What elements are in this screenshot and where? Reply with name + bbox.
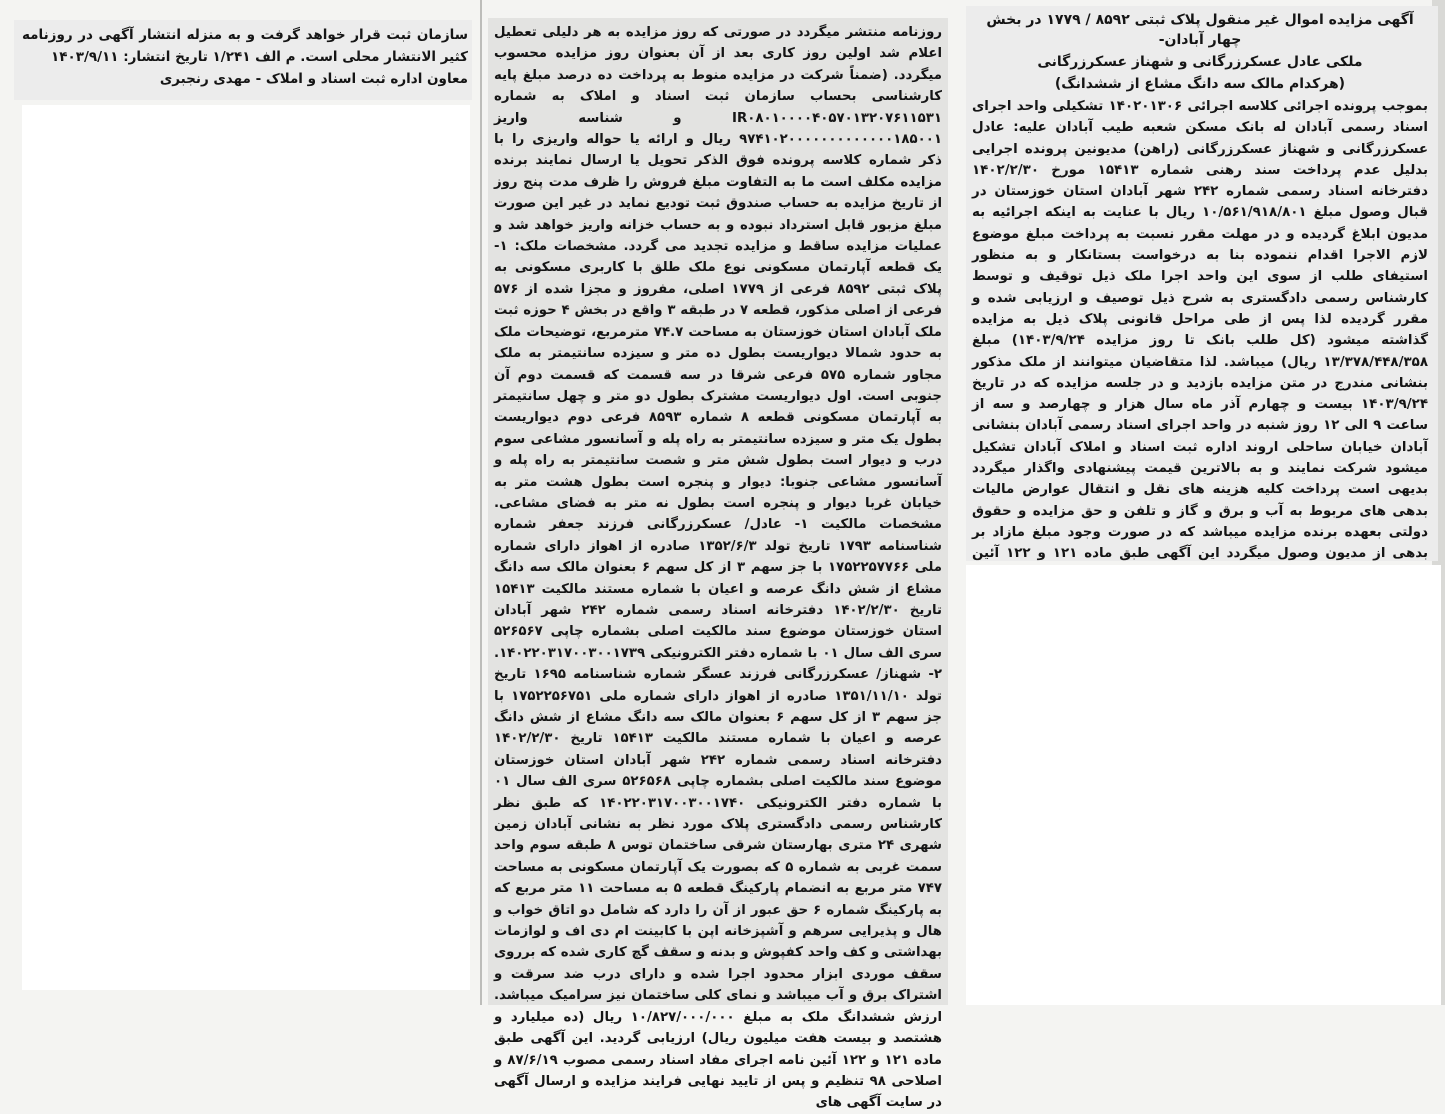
column-divider: [480, 0, 482, 1005]
notice-heading-line-1: آگهی مزایده اموال غیر منقول پلاک ثبتی ۸۵۹۲ / ۱۷۷۹ در بخش چهار آبادان-: [986, 12, 1414, 48]
notice-left-body: سازمان ثبت قرار خواهد گرفت و به منزله انتشار آگهی در روزنامه کثیر الانتشار محلی است. م الف ۱/۲۴۱ تاریخ انتشار: ۱۴۰۳/۹/۱۱: [22, 27, 468, 65]
notice-middle-column: [488, 18, 948, 1111]
notice-right-body: بموجب پرونده اجرائی کلاسه اجرائی ۱۴۰۲۰۱۳۰۶ تشکیلی واحد اجرای اسناد رسمی آبادان له بانک مسکن شعبه طیب آبادان علیه: عادل عسکرزرگانی و شهناز عسکرزرگانی (راهن) مدیونین پرونده اجرایی بدلیل عدم پرداخت سند رهنی شماره ۱۵۴۱۳ مورخ ۱۴۰۲/۲/۳۰ دفترخانه اسناد رسمی شماره ۲۴۲ شهر آبادان استان خوزستان در قبال وصول مبلغ ۱۰/۵۶۱/۹۱۸/۸۰۱ ریال با عنایت به اینکه اجرائیه به مدیون ابلاغ گردیده و در مهلت مقرر نسبت به پرداخت مبلغ موضوع لازم الاجرا اقدام ننموده بنا به درخواست بستانکار و به منظور استیفای طلب از سوی این واحد اجرا ملک ذیل توقیف و توسط کارشناس رسمی دادگستری به شرح ذیل توصیف و ارزیابی شده و مقرر گردیده لذا پس از طی مراحل قانونی پلاک ذیل به مزایده گذاشته میشود (کل طلب بانک تا روز مزایده ۱۴۰۳/۹/۲۴) مبلغ ۱۳/۳۷۸/۴۴۸/۳۵۸ ریال) میباشد. لذا متقاضیان میتوانند از ملک مذکور بنشانی مندرج در متن مزایده بازدید و در جلسه مزایده که در تاریخ ۱۴۰۳/۹/۲۴ بیست و چهارم آذر ماه سال هزار و چهارصد و سه از ساعت ۹ الی ۱۲ روز شنبه در واحد اجرای اسناد رسمی آبادان بنشانی آبادان خیابان ساحلی اروند اداره ثبت اسناد و املاک آبادان تشکیل میشود شرکت نمایند و به بالاترین قیمت پیشنهادی واگذار میگردد بدیهی است پرداخت کلیه هزینه های نقل و انتقال عوارض مالیات بدهی های مربوط به آب و برق و گاز و تلفن و حق مزایده و حقوق دولتی بعهده برنده مزایده میباشد که در صورت وجود مبلغ مازاد بر بدهی از مدیون وصول میگردد این آگهی طبق ماده ۱۲۱ و ۱۲۲ آئین: [972, 99, 1429, 562]
blank-area-right: [966, 565, 1441, 1005]
notice-signature: معاون اداره ثبت اسناد و املاک - مهدی رنجبری: [159, 71, 468, 87]
notice-heading-line-2: ملکی عادل عسکرزرگانی و شهناز عسکرزرگانی: [1037, 54, 1363, 70]
notice-right-column: [966, 6, 1438, 561]
notice-middle-body: روزنامه منتشر میگردد در صورتی که روز مزایده به هر دلیلی تعطیل اعلام شد اولین روز کاری بعد از آن بعنوان روز مزایده محسوب میگردد. (ضمناً شرکت در مزایده منوط به پرداخت ده درصد مبلغ پایه کارشناسی بحساب سازمان ثبت اسناد و املاک به شماره IR۰۸۰۱۰۰۰۰۴۰۵۷۰۱۳۲۰۷۶۱۱۵۳۱ و شناسه واریز ۹۷۴۱۰۲۰۰۰۰۰۰۰۰۰۰۰۰۰۱۸۵۰۰۱ ریال و ارائه یا حواله واریزی را با ذکر شماره کلاسه پرونده فوق الذکر تحویل یا ارسال نمایند برنده مزایده مکلف است ما به التفاوت مبلغ فروش را ظرف مدت پنج روز از تاریخ مزایده به حساب صندوق ثبت تودیع نماید در غیر این صورت مبلغ مزبور قابل استرداد نبوده و به حساب خزانه واریز خواهد شد و عملیات مزایده ساقط و مزایده تجدید می گردد. مشخصات ملک: ۱- یک قطعه آپارتمان مسکونی نوع ملک طلق با کاربری مسکونی به پلاک ثبتی ۸۵۹۲ فرعی از ۱۷۷۹ اصلی، مفروز و مجزا شده از ۵۷۶ فرعی از اصلی مذکور، قطعه ۷ در طبقه ۳ واقع در بخش ۴ حوزه ثبت ملک آبادان استان خوزستان به مساحت ۷۴.۷ مترمربع، توضیحات ملک به حدود شمالا دیواریست بطول ده متر و سیزده سانتیمتر به ملک مجاور شماره ۵۷۵ فرعی شرقا در سه قسمت که قسمت دوم آن جنوبی است. اول دیواریست مشترک بطول دو متر و چهل سانتیمتر به آپارتمان مسکونی قطعه ۸ شماره ۸۵۹۳ فرعی دوم دیواریست بطول یک متر و سیزده سانتیمتر به راه پله و آسانسور مشاعی سوم درب و دیوار است بطول شش متر و شصت سانتیمتر به راه پله و آسانسور مشاعی جنوبا: دیوار و پنجره است بطول هشت متر به خیابان غربا دیوار و پنجره است بطول نه متر به فضای مشاعی. مشخصات مالکیت ۱- عادل/ عسکرزرگانی فرزند جعفر شماره شناسنامه ۱۷۹۳ تاریخ تولد ۱۳۵۲/۶/۳ صادره از اهواز دارای شماره ملی ۱۷۵۲۲۵۷۷۶۶ با جز سهم ۳ از کل سهم ۶ بعنوان مالک سه دانگ مشاع از شش دانگ عرصه و اعیان با شماره مستند مالکیت ۱۵۴۱۳ تاریخ ۱۴۰۲/۲/۳۰ دفترخانه اسناد رسمی شماره ۲۴۲ شهر آبادان استان خوزستان موضوع سند مالکیت اصلی بشماره چاپی ۵۲۶۵۶۷ سری الف سال ۰۱ با شماره دفتر الکترونیکی ۱۴۰۲۲۰۳۱۷۰۰۳۰۰۱۷۳۹. ۲- شهناز/ عسکرزرگانی فرزند عسگر شماره شناسنامه ۱۶۹۵ تاریخ تولد ۱۳۵۱/۱۱/۱۰ صادره از اهواز دارای شماره ملی ۱۷۵۲۲۵۶۷۵۱ با جز سهم ۳ از کل سهم ۶ بعنوان مالک سه دانگ مشاع از شش دانگ عرصه و اعیان با شماره مستند مالکیت ۱۵۴۱۳ تاریخ ۱۴۰۲/۲/۳۰ دفترخانه اسناد رسمی شماره ۲۴۲ شهر آبادان استان خوزستان موضوع سند مالکیت اصلی بشماره چاپی ۵۲۶۵۶۸ سری الف سال ۰۱ با شماره دفتر الکترونیکی ۱۴۰۲۲۰۳۱۷۰۰۳۰۰۱۷۴۰ که طبق نظر کارشناس رسمی دادگستری پلاک مورد نظر به نشانی آبادان زمین شهری ۲۴ متری بهارستان شرقی ساختمان توس ۸ طبقه سوم واحد سمت غربی به شماره ۵ که بصورت یک آپارتمان مسکونی به مساحت ۷۴۷ متر مربع به انضمام پارکینگ قطعه ۵ به مساحت ۱۱ متر مربع که به پارکینگ شماره ۶ حق عبور از آن را دارد که شامل دو اتاق خواب و هال و پذیرایی سرهم و آشپزخانه اپن با کابینت ام دی اف و لوازمات بهداشتی و کف واحد کفپوش و بدنه و سقف گچ کاری شده که برروی سقف موردی ابزار محدود اجرا شده و دارای درب ضد سرقت و اشتراک برق و آب میباشد و نمای کلی ساختمان نیز سرامیک میباشد. ارزش ششدانگ ملک به مبلغ ۱۰/۸۲۷/۰۰۰/۰۰۰ ریال (ده میلیارد و هشتصد و بیست هفت میلیون ریال) ارزیابی گردید. این آگهی طبق ماده ۱۲۱ و ۱۲۲ آئین نامه اجرای مفاد اسناد رسمی مصوب ۸۷/۶/۱۹ و اصلاحی ۹۸ تنظیم و پس از تایید نهایی فرایند مزایده و ارسال آگهی در سایت آگهی های: [494, 25, 943, 1111]
blank-area-left: [22, 105, 470, 990]
notice-heading-line-3: (هرکدام مالک سه دانگ مشاع از ششدانگ): [1054, 76, 1346, 92]
notice-left-column: [14, 20, 472, 100]
